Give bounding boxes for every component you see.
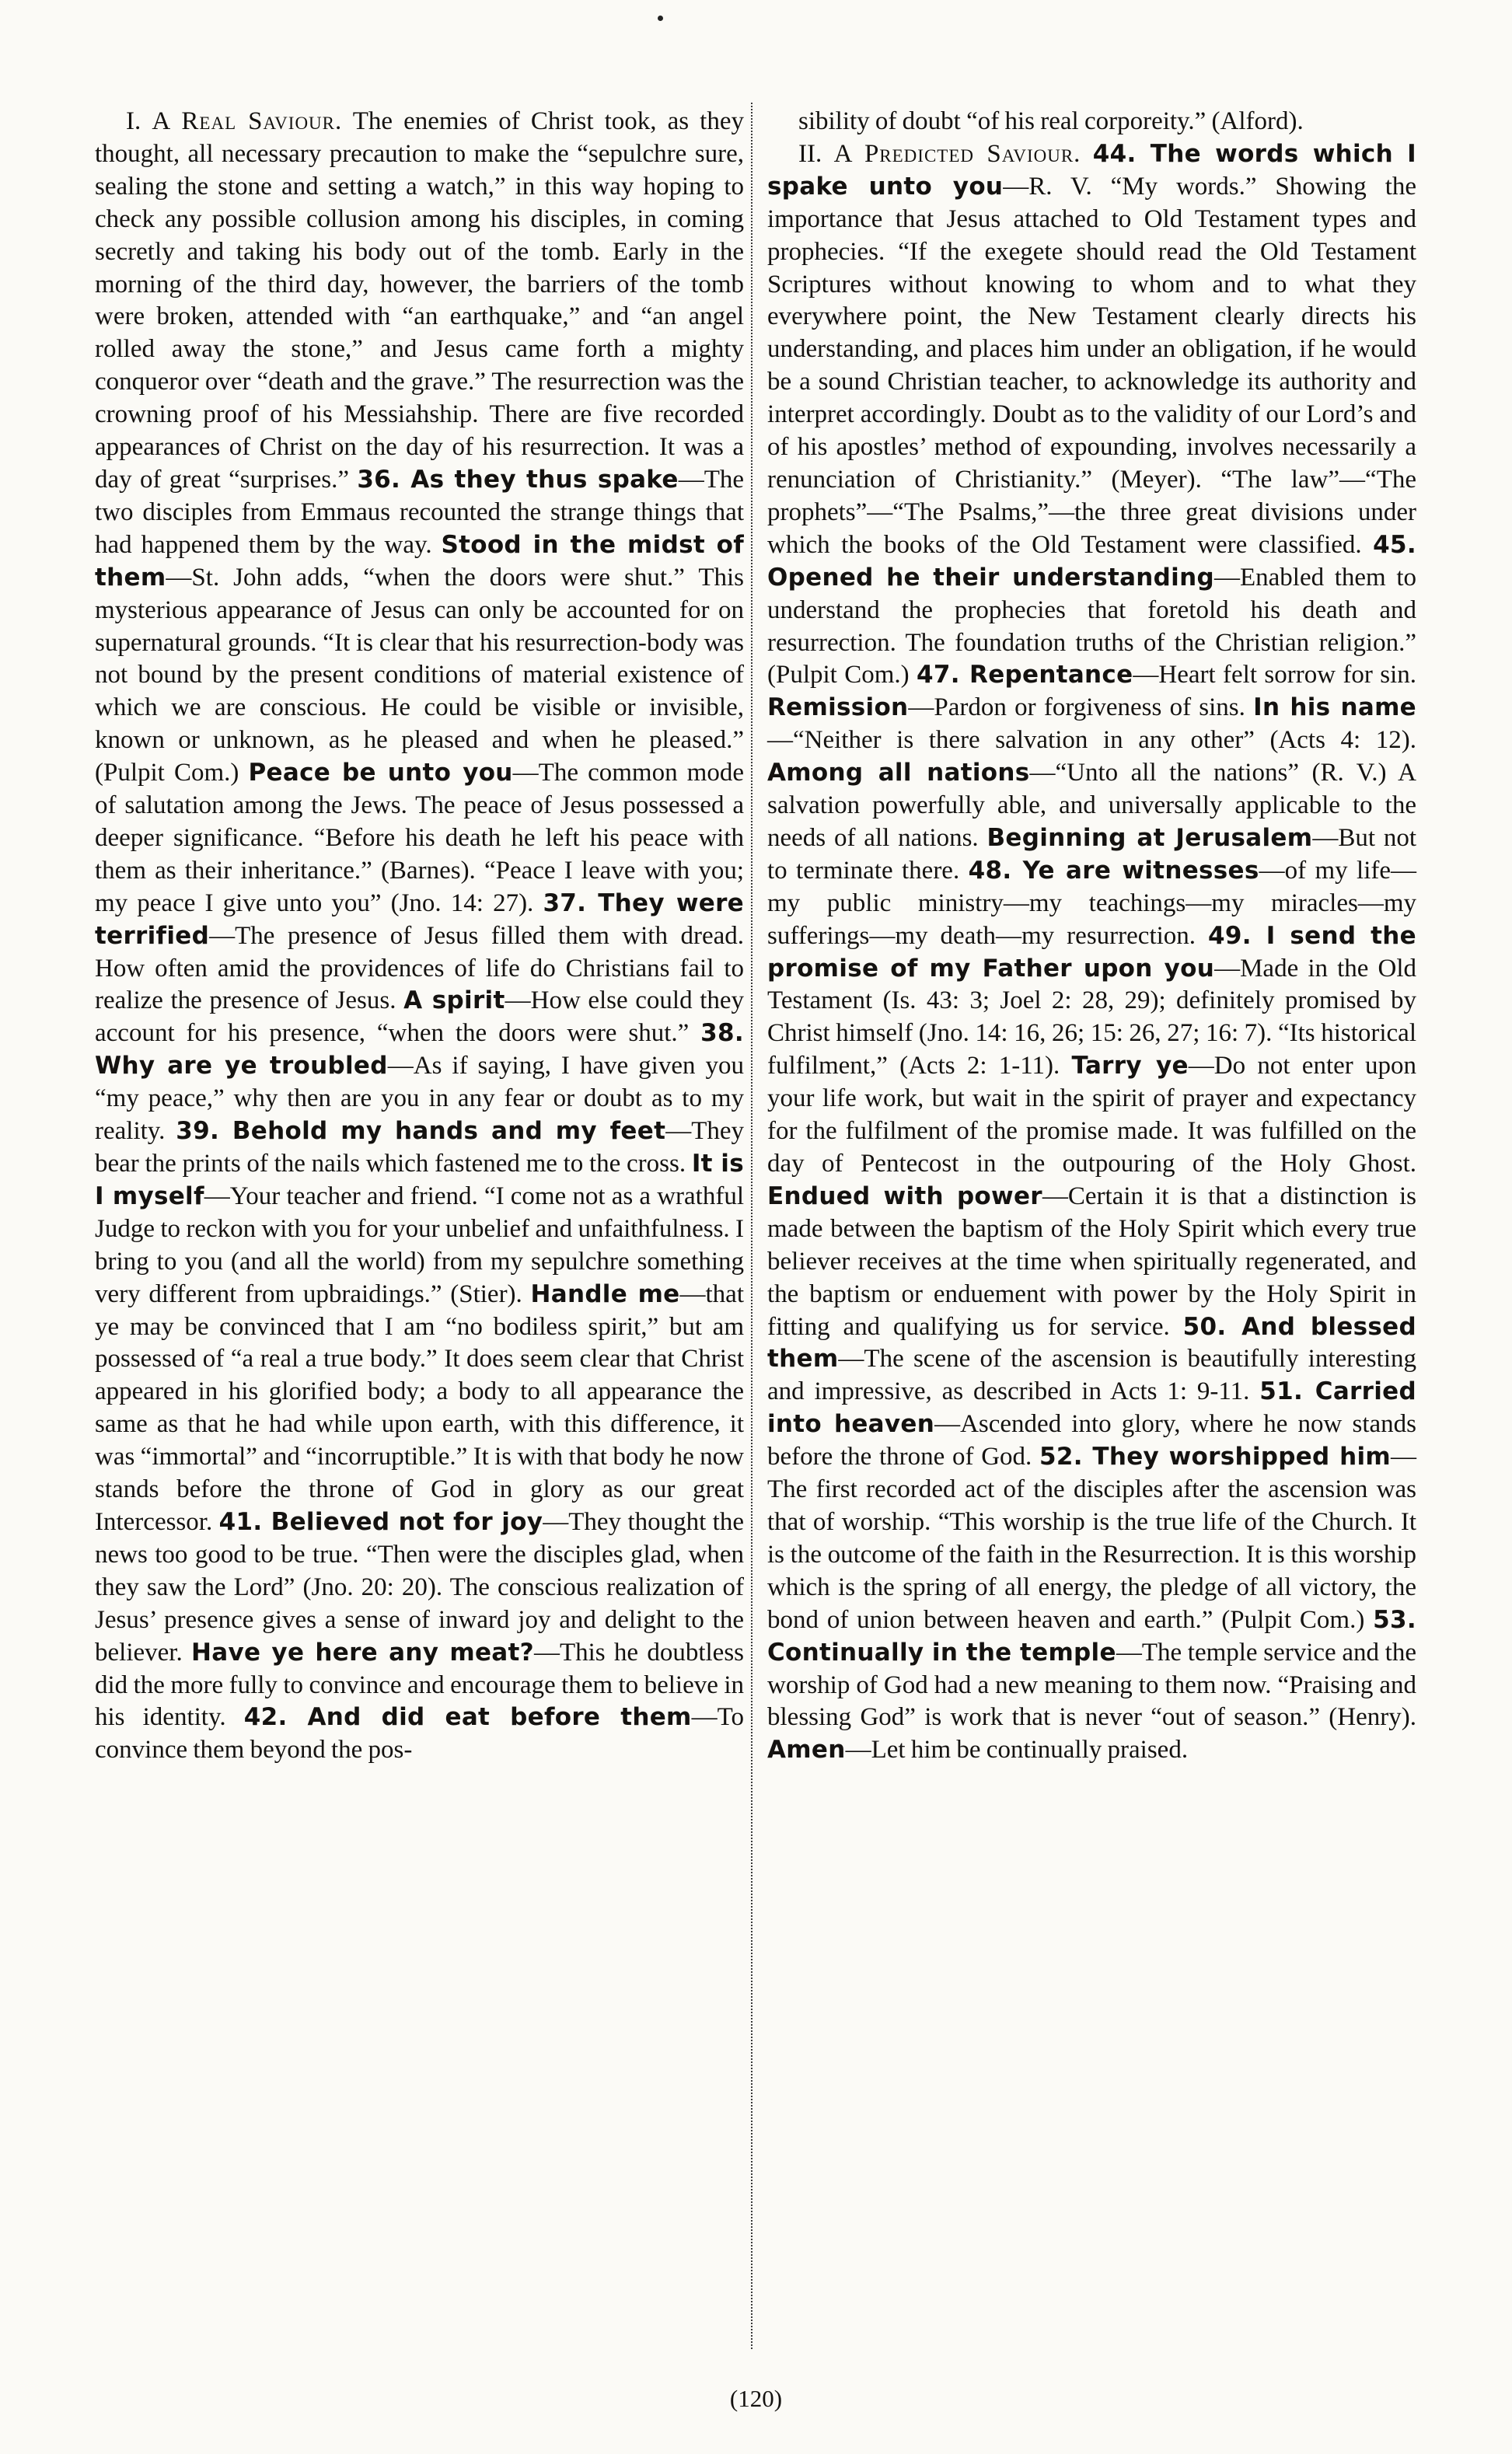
- commentary-text: I.: [126, 107, 152, 135]
- verse-headword: Peace be unto you: [248, 759, 513, 787]
- page-number: (120): [729, 2385, 783, 2412]
- verse-headword: 47. Repentance: [917, 661, 1133, 689]
- verse-headword: A spirit: [403, 986, 505, 1015]
- commentary-text: —Your teacher and friend. “I come not as a wrathful Judge to reckon with you for your unbelief and unfaithfulness. I bring to you (and all the world) from my sepulchre something very different from upbraidings.” (Stier).: [95, 1182, 745, 1308]
- verse-headword: Endued with power: [767, 1182, 1042, 1210]
- commentary-text: sibility of doubt “of his real corporeity.” (Alford).: [798, 107, 1304, 135]
- commentary-text: —Ascended into glory, where he now stands before the throne of God.: [767, 1410, 1416, 1471]
- commentary-text: —They bear the prints of the nails which fastened me to the cross.: [95, 1117, 744, 1178]
- paragraph: [767, 106, 1416, 138]
- verse-headword: Among all nations: [767, 759, 1030, 787]
- verse-headword: Beginning at Jerusalem: [986, 823, 1313, 852]
- verse-headword: 53. Continually in the temple: [767, 1605, 1416, 1667]
- commentary-text: —of my life—my public ministry—my teachings—my miracles—my sufferings—my death—my resurrection.: [767, 856, 1416, 950]
- commentary-text: —This he doubtless did the more fully to convince and encourage them to believe in his identity.: [95, 1638, 745, 1732]
- verse-headword: 41. Believed not for joy: [218, 1507, 543, 1536]
- verse-headword: It is I myself: [95, 1150, 744, 1210]
- verse-headword: 48. Ye are witnesses: [968, 856, 1259, 885]
- commentary-text: II.: [798, 139, 834, 168]
- verse-headword: Handle me: [530, 1279, 680, 1308]
- verse-headword: 50. And blessed them: [767, 1312, 1416, 1374]
- commentary-text: —The common mode of salutation among the Jews. The peace of Jesus possessed a deeper significance. “Before his death he left his peace with them as their inheritance.” (Barnes). “Peace I leave with you; my peace I give unto you” (Jno. 14: 27).: [95, 759, 744, 917]
- column-divider: [751, 103, 753, 2349]
- commentary-text: —Enabled them to understand the prophecies that foretold his death and resurrection. The foundation truths of the Christian religion.” (Pulpit Com.): [767, 563, 1416, 689]
- commentary-text: The enemies of Christ took, as they thought, all necessary precaution to make the “sepulchre sure, sealing the stone and setting a watch,” in this way hoping to check any possible collusion among his disciples, in coming secretly and taking his body out of the tomb. Early in the morning of the third day, however, the barriers of the tomb were broken, attended with “an earthquake,” and “an angel rolled away the stone,” and Jesus came forth a mighty conqueror over “death and the grave.” The resurrection was the crowning proof of his Messiahship. There are five recorded appearances of Christ on the day of his resurrection. It was a day of great “surprises.”: [95, 107, 744, 494]
- verse-headword: 42. And did eat before them: [243, 1703, 692, 1732]
- commentary-text: —As if saying, I have given you “my peace,” why then are you in any fear or doubt as to my reality.: [95, 1052, 744, 1146]
- commentary-text: —The temple service and the worship of God had a new meaning to them now. “Praising and blessing God” is work that is never “out of season.” (Henry).: [767, 1638, 1416, 1732]
- verse-headword: 45. Opened he their understanding: [767, 530, 1416, 592]
- commentary-text: —“Unto all the nations” (R. V.) A salvation powerfully able, and universally applicable to the needs of all nations.: [767, 759, 1416, 852]
- verse-headword: 51. Carried into heaven: [767, 1377, 1416, 1439]
- verse-headword: 38. Why are ye troubled: [95, 1019, 744, 1080]
- verse-headword: Stood in the midst of them: [95, 530, 744, 592]
- commentary-text: —St. John adds, “when the doors were shut.” This mysterious appearance of Jesus can only be accounted for on supernatural grounds. “It is clear that his resurrection-body was not bound by the present conditions of material existence of which we are conscious. He could be visible or invisible, known or unknown, as he pleased and when he pleased.” (Pulpit Com.): [95, 563, 744, 787]
- verse-headword: Tarry ye: [1071, 1052, 1189, 1080]
- section-heading: A Real Saviour.: [152, 107, 343, 135]
- commentary-text: —Let him be continually praised.: [845, 1736, 1189, 1765]
- verse-headword: 49. I send the promise of my Father upon you: [767, 921, 1416, 983]
- verse-headword: In his name: [1253, 693, 1416, 722]
- ink-speck: [658, 16, 663, 21]
- commentary-text: [1081, 140, 1092, 168]
- commentary-text: —The scene of the ascension is beautifully interesting and impressive, as described in Acts 1: 9-11.: [767, 1345, 1416, 1406]
- commentary-text: —Heart felt sorrow for sin.: [1133, 661, 1416, 689]
- commentary-text: —But not to terminate there.: [767, 823, 1416, 885]
- verse-headword: 44. The words which I spake unto you: [767, 139, 1417, 201]
- section-heading: A Predicted Saviour.: [833, 139, 1081, 168]
- commentary-text: —The first recorded act of the disciples after the ascension was that of worship. “This worship is the true life of the Church. It is the outcome of the faith in the Resurrection. It is this worship which is the spring of all energy, the pledge of all victory, the bond of union between heaven and earth.” (Pulpit Com.): [767, 1443, 1416, 1634]
- verse-headword: 37. They were terrified: [95, 888, 744, 950]
- verse-headword: Remission: [767, 693, 909, 722]
- verse-headword: Amen: [767, 1736, 846, 1765]
- commentary-text: —How else could they account for his presence, “when the doors were shut.”: [95, 986, 745, 1048]
- commentary-text: —R. V. “My words.” Showing the importance that Jesus attached to Old Testament types and prophecies. “If the exegete should read the Old Testament Scriptures without knowing to whom and to what they everywhere point, the New Testament clearly directs his understanding, and places him under an obligation, if he would be a sound Christian teacher, to acknowledge its authority and interpret accordingly. Doubt as to the validity of our Lord’s and of his apostles’ method of expounding, involves necessarily a renunciation of Christianity.” (Meyer). “The law”—“The prophets”—“The Psalms,”—the three great divisions under which the books of the Old Testament were classified.: [767, 172, 1417, 559]
- commentary-text: —The presence of Jesus filled them with dread. How often amid the providences of life do Christians fail to realize the presence of Jesus.: [95, 921, 744, 1015]
- right-column: [767, 106, 1416, 1767]
- paragraph: [767, 138, 1416, 1767]
- commentary-text: —Do not enter upon your life work, but wait in the spirit of prayer and expectancy for the fulfilment of the promise made. It was fulfilled on the day of Pentecost in the outpouring of the Holy Ghost.: [767, 1052, 1416, 1178]
- commentary-text: —that ye may be convinced that I am “no bodiless spirit,” but am possessed of “a real a true body.” It does seem clear that Christ appeared in his glorified body; a body to all appearance the same as that he had while upon earth, with this difference, it was “immortal” and “incorruptible.” It is with that body he now stands before the throne of God in glory as our great Intercessor.: [95, 1279, 744, 1536]
- paragraph: [95, 106, 744, 1767]
- verse-headword: 52. They worshipped him: [1039, 1443, 1391, 1471]
- commentary-text: —Certain it is that a distinction is made between the baptism of the Holy Spirit which every true believer receives at the time when spiritually regenerated, and the baptism or enduement with power by the Holy Spirit in fitting and qualifying us for service.: [767, 1182, 1417, 1341]
- verse-headword: 36. As they thus spake: [357, 465, 679, 494]
- commentary-text: —“Neither is there salvation in any other” (Acts 4: 12).: [767, 726, 1416, 755]
- verse-headword: 39. Behold my hands and my feet: [176, 1117, 666, 1146]
- verse-headword: Have ye here any meat?: [191, 1638, 534, 1667]
- left-column: [95, 106, 744, 1767]
- commentary-text: —They thought the news too good to be true. “Then were the disciples glad, when they saw the Lord” (Jno. 20: 20). The conscious realization of Jesus’ presence gives a sense of inward joy and delight to the believer.: [95, 1507, 744, 1667]
- commentary-text: —Pardon or forgiveness of sins.: [908, 693, 1254, 722]
- commentary-text: —The two disciples from Emmaus recounted the strange things that had happened them by the way.: [95, 465, 745, 559]
- commentary-text: —Made in the Old Testament (Is. 43: 3; Joel 2: 28, 29); definitely promised by Christ himself (Jno. 14: 16, 26; 15: 26, 27; 16: 7). “Its historical fulfilment,” (Acts 2: 1-11).: [767, 954, 1416, 1080]
- commentary-text: —To convince them beyond the pos-: [95, 1703, 744, 1765]
